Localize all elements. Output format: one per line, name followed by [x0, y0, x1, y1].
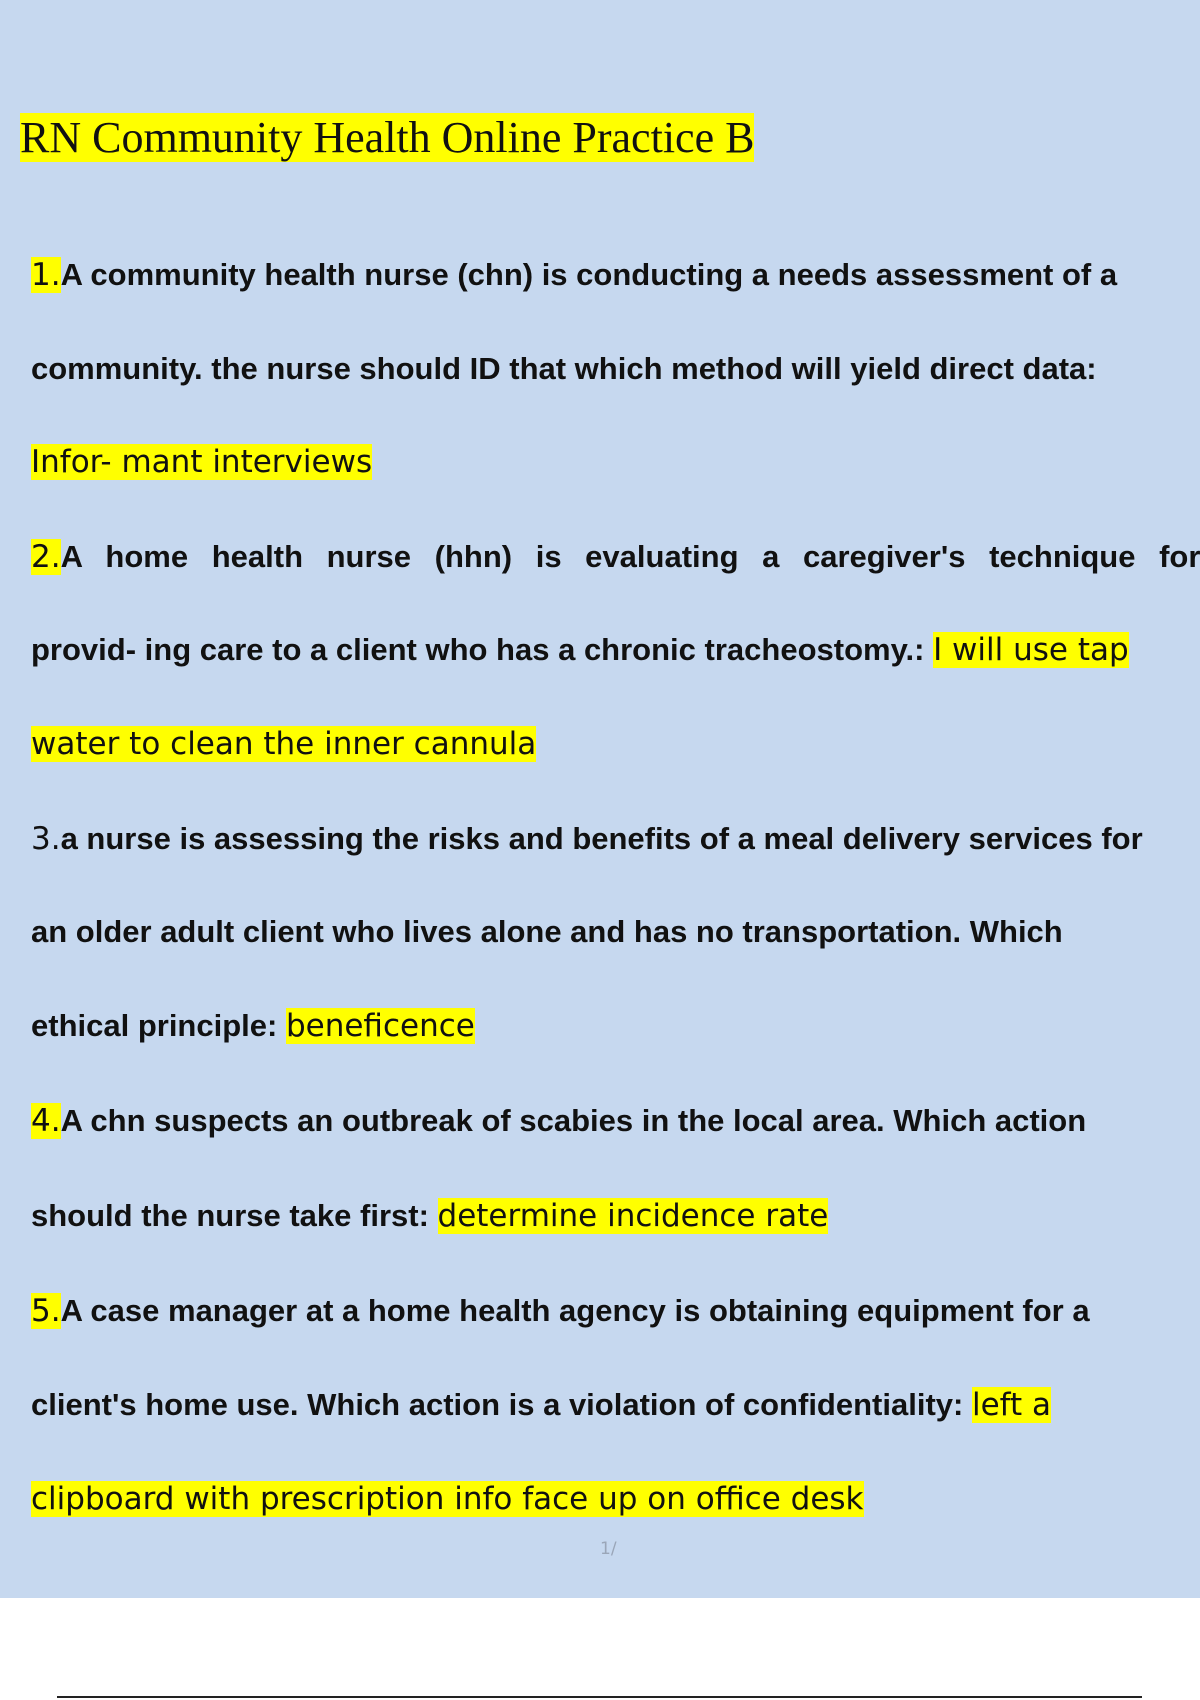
- page-number: 1/: [600, 1539, 617, 1559]
- document-title: RN Community Health Online Practice B: [20, 113, 755, 162]
- question-3-line-1: [31, 819, 1143, 859]
- answer-5-line: [31, 1479, 864, 1519]
- question-4-line-1: [31, 1101, 1086, 1141]
- question-2-line-2: provid- ing care to a client who has a chronic tracheostomy.: I will use tap: [31, 632, 1129, 668]
- answer-1-line: [31, 442, 372, 482]
- answer-2-part-2: water to clean the inner cannula: [31, 726, 537, 762]
- question-1-line-2: community. the nurse should ID that which method will yield direct data:: [31, 351, 1097, 386]
- question-2-line-1: [31, 537, 1200, 577]
- answer-4: determine incidence rate: [437, 1198, 829, 1234]
- question-3-line-2: an older adult client who lives alone and has no transportation. Which: [31, 914, 1063, 949]
- question-5-line-2: client's home use. Which action is a violation of confidentiality: left a: [31, 1387, 1052, 1423]
- footer-rule: [57, 1696, 1142, 1698]
- answer-5-part-2: clipboard with prescription info face up on office desk: [31, 1481, 864, 1517]
- answer-3: beneficence: [285, 1008, 475, 1044]
- answer-2-part-1: I will use tap: [933, 632, 1129, 668]
- question-4-text: A chn suspects an outbreak of scabies in the local area. Which action: [60, 1103, 1087, 1138]
- question-3-line-3: ethical principle: beneficence: [31, 1008, 475, 1044]
- question-3-number: 3.: [31, 821, 61, 857]
- answer-1: Infor- mant interviews: [31, 444, 373, 480]
- answer-5-part-1: left a: [971, 1387, 1052, 1423]
- question-4-line-2: should the nurse take first: determine incidence rate: [31, 1198, 829, 1234]
- question-5-number: 5.: [31, 1293, 61, 1329]
- question-5-text: A case manager at a home health agency is obtaining equipment for a: [60, 1293, 1090, 1328]
- question-2-number: 2.: [31, 539, 61, 575]
- question-2-text: A home health nurse (hhn) is evaluating a caregiver's technique for: [60, 539, 1200, 574]
- question-4-number: 4.: [31, 1103, 61, 1139]
- question-1-text: A community health nurse (chn) is conducting a needs assessment of a: [60, 257, 1118, 292]
- question-1-line-1: [31, 255, 1117, 295]
- question-3-text: a nurse is assessing the risks and benefits of a meal delivery services for: [60, 821, 1143, 856]
- question-1-number: 1.: [31, 257, 61, 293]
- answer-2-line: [31, 724, 536, 764]
- question-5-line-1: [31, 1291, 1090, 1331]
